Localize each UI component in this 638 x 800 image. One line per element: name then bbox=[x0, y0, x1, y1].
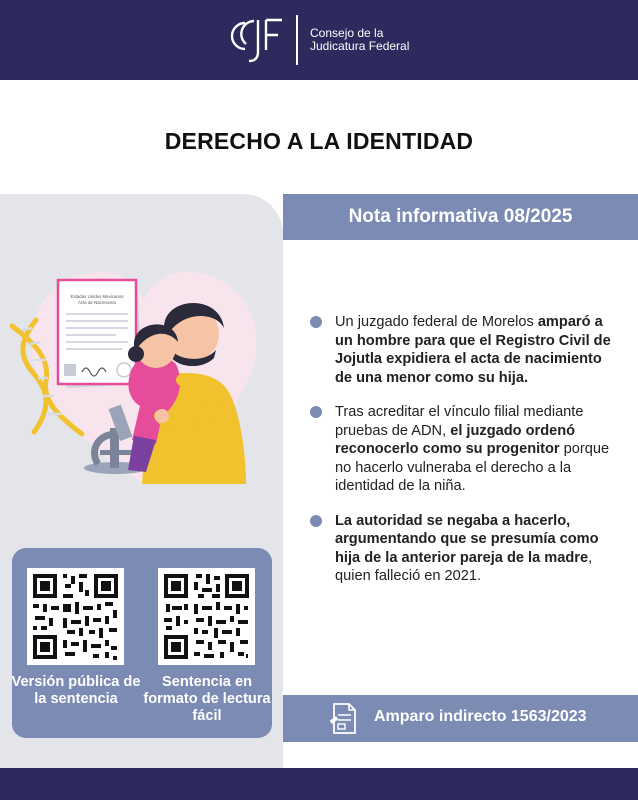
bullet-text-bold: el juzgado ordenó reconocerlo como su progenitor bbox=[335, 422, 576, 457]
bullet-dot-icon bbox=[310, 316, 322, 328]
amparo-number: Amparo indirecto 1563/2023 bbox=[374, 708, 587, 725]
footer-bar bbox=[0, 768, 638, 800]
qr-label-public-version: Versión pública de la sentencia bbox=[11, 674, 141, 707]
certificate-line1: Estados Unidos Mexicanos bbox=[70, 294, 124, 299]
header-bar bbox=[0, 0, 638, 80]
qr-code-public-version[interactable] bbox=[27, 568, 124, 665]
bullet-text: , quien falleció en 2021. bbox=[335, 549, 593, 584]
illustration bbox=[6, 256, 282, 488]
qr-code-icon bbox=[158, 568, 255, 665]
qr-code-easy-reading[interactable] bbox=[158, 568, 255, 665]
org-name bbox=[310, 27, 409, 53]
bullet-list bbox=[308, 313, 614, 602]
bullet-dot-icon bbox=[310, 515, 322, 527]
certificate-line2: Acta de Nacimiento bbox=[77, 300, 117, 305]
bullet-item bbox=[308, 403, 614, 496]
bullet-text: porque no hacerlo vulneraba el derecho a la identidad de la niña. bbox=[335, 441, 610, 494]
cjf-logo-icon bbox=[226, 14, 286, 66]
bullet-text-bold: La autoridad se negaba a hacerlo, argumentando que se presumía como hija de la anterior pareja de la madre bbox=[335, 512, 599, 566]
bullet-dot-icon bbox=[310, 406, 322, 418]
qr-code-icon bbox=[27, 568, 124, 665]
bullet-item bbox=[308, 512, 614, 586]
note-number: Nota informativa 08/2025 bbox=[348, 206, 573, 227]
bullet-item bbox=[308, 313, 614, 387]
qr-card bbox=[12, 548, 272, 738]
logo-divider bbox=[296, 15, 298, 65]
bullet-text: Tras acreditar el vínculo filial mediante pruebas de ADN, bbox=[335, 404, 584, 439]
bullet-text-bold: amparó a un hombre para que el Registro Civil de Jojutla expidiera el acta de nacimiento de una menor como su hija. bbox=[335, 314, 611, 386]
birth-certificate-icon bbox=[58, 280, 143, 388]
org-name-line1: Consejo de la bbox=[310, 26, 384, 40]
page-title: DERECHO A LA IDENTIDAD bbox=[164, 128, 474, 154]
bullet-text: Un juzgado federal de Morelos bbox=[335, 314, 538, 330]
qr-label-easy-reading: Sentencia en formato de lectura fácil bbox=[143, 674, 271, 724]
amparo-bar bbox=[283, 695, 638, 742]
note-banner bbox=[283, 194, 638, 240]
org-name-line2: Judicatura Federal bbox=[310, 39, 410, 53]
legal-document-icon bbox=[329, 702, 359, 735]
